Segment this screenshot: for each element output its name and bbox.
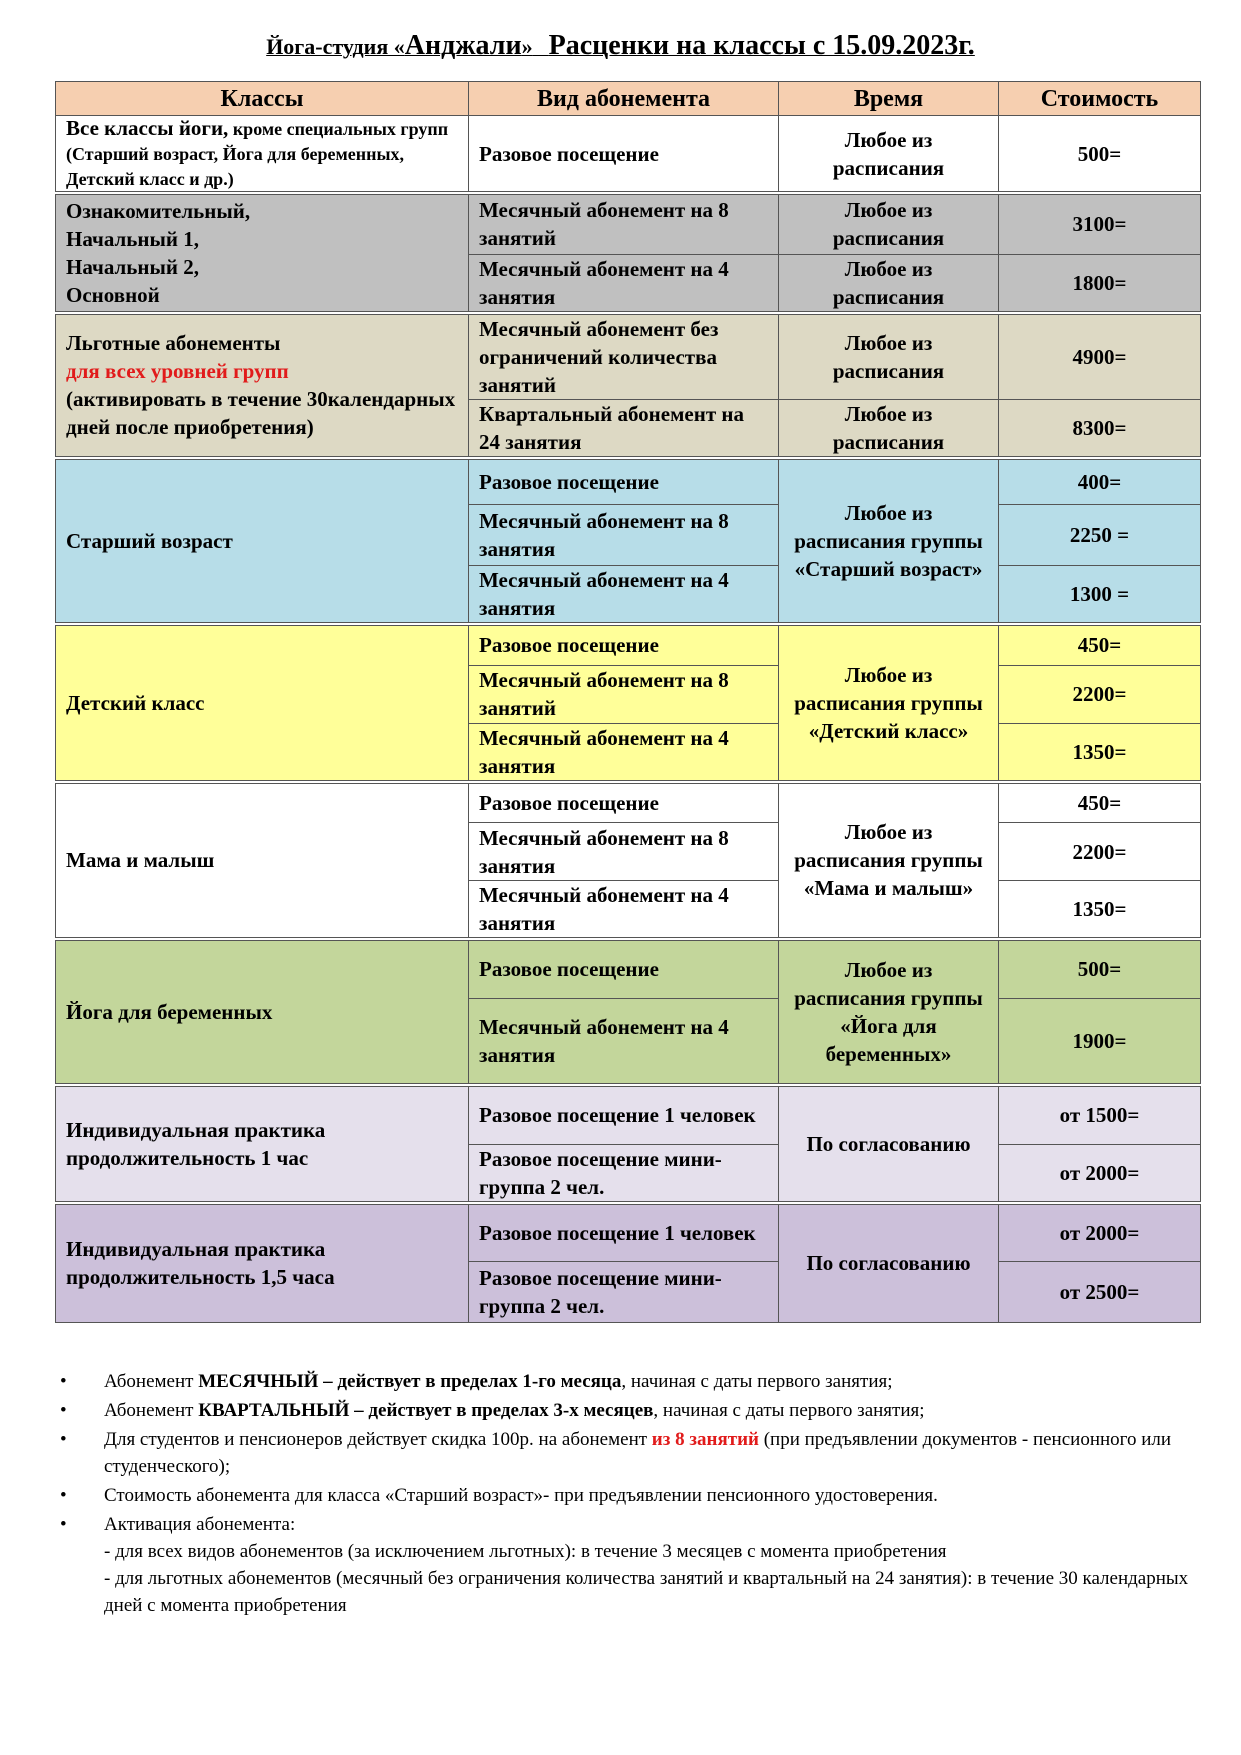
- subscription-type-cell: Разовое посещение: [469, 939, 779, 998]
- price-cell: 2200=: [999, 823, 1201, 881]
- table-row: [56, 1085, 1201, 1144]
- class-cell: Ознакомительный, Начальный 1, Начальный 2, Основной: [56, 193, 469, 313]
- table-header-row: [56, 82, 1201, 116]
- price-cell: 4900=: [999, 313, 1201, 400]
- note-students: [60, 1426, 1200, 1480]
- group-individual-1h: [56, 1085, 1201, 1203]
- price-cell: 1350=: [999, 881, 1201, 940]
- subscription-type-cell: Разовое посещение: [469, 782, 779, 823]
- note-text: Абонемент: [104, 1371, 199, 1392]
- group-all-classes: [56, 116, 1201, 194]
- price-cell: 3100=: [999, 193, 1201, 254]
- title-main: Расценки на классы с 15.09.2023г.: [548, 30, 975, 61]
- note-senior: [60, 1482, 1200, 1509]
- class-name: Льготные абонементы: [66, 331, 281, 356]
- subscription-type-cell: Разовое посещение: [469, 116, 779, 194]
- class-cell: Йога для беременных: [56, 939, 469, 1085]
- subscription-type-cell: Месячный абонемент на 4 занятия: [469, 723, 779, 782]
- class-cell: Старший возраст: [56, 458, 469, 624]
- page-title: [0, 30, 1241, 62]
- notes-list: [60, 1368, 1200, 1621]
- table-row: [56, 939, 1201, 998]
- subscription-type-cell: Месячный абонемент на 8 занятий: [469, 665, 779, 723]
- group-discount: [56, 313, 1201, 459]
- class-description: кроме специальных групп (Старший возраст, Йога для беременных, Детский класс и др.): [66, 119, 449, 189]
- subscription-type-cell: Месячный абонемент на 8 занятия: [469, 504, 779, 565]
- time-cell: По согласованию: [779, 1203, 999, 1323]
- note-text: (при предъявлении документов - пенсионного или студенческого);: [104, 1429, 1172, 1477]
- time-cell: Любое из расписания: [779, 313, 999, 400]
- bullet-icon: •: [60, 1429, 67, 1450]
- table-row: [56, 313, 1201, 400]
- note-text: Для студентов и пенсионеров действует скидка 100р. на абонемент: [104, 1429, 652, 1450]
- time-cell: Любое из расписания группы «Йога для беременных»: [779, 939, 999, 1085]
- time-cell: По согласованию: [779, 1085, 999, 1203]
- note-activation-line: - для льготных абонементов (месячный без ограничения количества занятий и квартальный на 24 занятия): в течение 30 календарных дней с момента приобретения: [104, 1568, 1189, 1616]
- price-cell: от 1500=: [999, 1085, 1201, 1144]
- group-pregnant: [56, 939, 1201, 1085]
- price-cell: от 2500=: [999, 1262, 1201, 1323]
- price-cell: 2250 =: [999, 504, 1201, 565]
- price-cell: 450=: [999, 624, 1201, 665]
- header-subscription-type: Вид абонемента: [469, 82, 779, 116]
- class-name: Все классы йоги,: [66, 116, 229, 140]
- group-mama: [56, 782, 1201, 940]
- class-cell: Детский класс: [56, 624, 469, 782]
- table-row: [56, 624, 1201, 665]
- note-monthly: [60, 1368, 1200, 1395]
- subscription-type-cell: Разовое посещение: [469, 458, 779, 504]
- note-text: , начиная с даты первого занятия;: [621, 1371, 893, 1392]
- price-cell: 450=: [999, 782, 1201, 823]
- price-table: [55, 81, 1201, 1323]
- subscription-type-cell: Месячный абонемент без ограничений количества занятий: [469, 313, 779, 400]
- price-cell: 400=: [999, 458, 1201, 504]
- note-bold-term: КВАРТАЛЬНЫЙ: [198, 1400, 350, 1421]
- subscription-type-cell: Месячный абонемент на 4 занятия: [469, 254, 779, 313]
- subscription-type-cell: Месячный абонемент на 4 занятия: [469, 565, 779, 624]
- bullet-icon: •: [60, 1400, 67, 1421]
- time-cell: Любое из расписания: [779, 193, 999, 254]
- class-cell: Мама и малыш: [56, 782, 469, 940]
- header-time: Время: [779, 82, 999, 116]
- price-cell: 1350=: [999, 723, 1201, 782]
- time-cell: Любое из расписания: [779, 116, 999, 194]
- price-cell: от 2000=: [999, 1144, 1201, 1203]
- note-bold-term: МЕСЯЧНЫЙ: [198, 1371, 319, 1392]
- note-bold-text: – действует в пределах 3-х месяцев: [349, 1400, 654, 1421]
- note-text: Стоимость абонемента для класса «Старший возраст»- при предъявлении пенсионного удостоверения.: [104, 1485, 938, 1506]
- time-cell: Любое из расписания группы «Мама и малыш»: [779, 782, 999, 940]
- note-text: Абонемент: [104, 1400, 199, 1421]
- subscription-type-cell: Месячный абонемент на 8 занятия: [469, 823, 779, 881]
- price-cell: 1800=: [999, 254, 1201, 313]
- table-row: [56, 782, 1201, 823]
- class-cell: Индивидуальная практика продолжительность 1,5 часа: [56, 1203, 469, 1323]
- time-cell: Любое из расписания группы «Старший возраст»: [779, 458, 999, 624]
- subscription-type-cell: Разовое посещение 1 человек: [469, 1203, 779, 1262]
- group-individual-1-5h: [56, 1203, 1201, 1323]
- note-quarterly: [60, 1397, 1200, 1424]
- bullet-icon: •: [60, 1371, 67, 1392]
- subscription-type-cell: Квартальный абонемент на 24 занятия: [469, 399, 779, 458]
- class-levels: для всех уровней групп: [66, 359, 289, 384]
- note-red-text: из 8 занятий: [651, 1429, 759, 1450]
- bullet-icon: •: [60, 1514, 67, 1535]
- title-prefix: Йога-студия «: [266, 34, 405, 59]
- subscription-type-cell: Месячный абонемент на 4 занятия: [469, 881, 779, 940]
- time-cell: Любое из расписания группы «Детский класс»: [779, 624, 999, 782]
- note-activation-line: - для всех видов абонементов (за исключением льготных): в течение 3 месяцев с момента приобретения: [104, 1541, 947, 1562]
- subscription-type-cell: Разовое посещение мини-группа 2 чел.: [469, 1262, 779, 1323]
- table-row: [56, 458, 1201, 504]
- price-cell: 500=: [999, 116, 1201, 194]
- header-classes: Классы: [56, 82, 469, 116]
- class-activation-note: (активировать в течение 30календарных дней после приобретения): [66, 387, 456, 440]
- title-brand-close: »: [521, 34, 533, 59]
- group-senior: [56, 458, 1201, 624]
- class-cell: [56, 313, 469, 459]
- table-row: [56, 1203, 1201, 1262]
- price-cell: 2200=: [999, 665, 1201, 723]
- group-kids: [56, 624, 1201, 782]
- time-cell: Любое из расписания: [779, 254, 999, 313]
- group-basic: [56, 193, 1201, 313]
- note-activation-title: Активация абонемента:: [104, 1514, 296, 1535]
- table-row: [56, 193, 1201, 254]
- class-cell: Индивидуальная практика продолжительность 1 час: [56, 1085, 469, 1203]
- class-cell: [56, 116, 469, 194]
- time-cell: Любое из расписания: [779, 399, 999, 458]
- subscription-type-cell: Разовое посещение 1 человек: [469, 1085, 779, 1144]
- note-activation: [60, 1511, 1200, 1619]
- price-cell: 1900=: [999, 998, 1201, 1085]
- bullet-icon: •: [60, 1485, 67, 1506]
- price-cell: 1300 =: [999, 565, 1201, 624]
- price-cell: 500=: [999, 939, 1201, 998]
- subscription-type-cell: Разовое посещение: [469, 624, 779, 665]
- price-cell: 8300=: [999, 399, 1201, 458]
- subscription-type-cell: Месячный абонемент на 8 занятий: [469, 193, 779, 254]
- note-text: , начиная с даты первого занятия;: [653, 1400, 925, 1421]
- table-row: [56, 116, 1201, 194]
- subscription-type-cell: Месячный абонемент на 4 занятия: [469, 998, 779, 1085]
- subscription-type-cell: Разовое посещение мини-группа 2 чел.: [469, 1144, 779, 1203]
- header-price: Стоимость: [999, 82, 1201, 116]
- price-cell: от 2000=: [999, 1203, 1201, 1262]
- studio-name: Анджали: [404, 30, 522, 61]
- note-bold-text: – действует в пределах 1-го месяца: [318, 1371, 622, 1392]
